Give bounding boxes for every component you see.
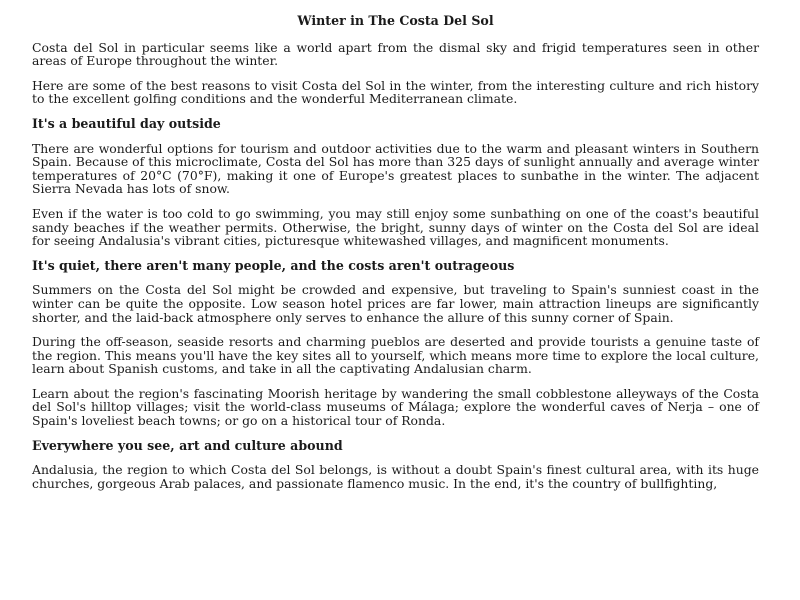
paragraph-andalusia: Andalusia, the region to which Costa del Sol belongs, is without a doubt Spain's finest cultural area, with its huge churches, gorgeous Arab palaces, and passionate flamenco music. In the end, it's the country of bullfighting, — [32, 462, 759, 491]
paragraph-climate: There are wonderful options for tourism and outdoor activities due to the warm and pleasant winters in Southern Spain. Because of this microclimate, Costa del Sol has more than 325 days of sunlight annually and average winter temperatures of 20°C (70°F), making it one of Europe's greatest places to sunbathe in the winter. The adjacent Sierra Nevada has lots of snow. — [32, 140, 759, 197]
paragraph-summers: Summers on the Costa del Sol might be crowded and expensive, but traveling to Spain's sunniest coast in the winter can be quite the opposite. Low season hotel prices are far lower, main attraction lineups are significantly shorter, and the laid-back atmosphere only serves to enhance the allure of this sunny corner of Spain. — [32, 282, 759, 325]
document-page — [32, 14, 759, 501]
paragraph-intro: Costa del Sol in particular seems like a world apart from the dismal sky and frigid temperatures seen in other areas of Europe throughout the winter. — [32, 39, 759, 69]
document-title: Winter in The Costa Del Sol — [297, 13, 494, 28]
paragraph-reasons: Here are some of the best reasons to visit Costa del Sol in the winter, from the interesting culture and rich history to the excellent golfing conditions and the wonderful Mediterranean climate. — [32, 77, 759, 107]
paragraph-off-season: During the off-season, seaside resorts and charming pueblos are deserted and provide tourists a genuine taste of the region. This means you'll have the key sites all to yourself, which means more time to explore the local culture, learn about Spanish customs, and take in all the captivating Andalusian charm. — [32, 334, 759, 377]
paragraph-sunbathing: Even if the water is too cold to go swimming, you may still enjoy some sunbathing on one of the coast's beautiful sandy beaches if the weather permits. Otherwise, the bright, sunny days of winter on the Costa del Sol are ideal for seeing Andalusia's vibrant cities, picturesque whitewashed villages, and magnificent monuments. — [32, 205, 759, 249]
heading-quiet: It's quiet, there aren't many people, and the costs aren't outrageous — [32, 257, 515, 273]
paragraph-moorish-heritage: Learn about the region's fascinating Moorish heritage by wandering the small cobblestone alleyways of the Costa del Sol's hilltop villages; visit the world-class museums of Málaga; explore the wonderful caves of Nerja – one of Spain's loveliest beach towns; or go on a historical tour of Ronda. — [32, 385, 759, 429]
heading-beautiful-day: It's a beautiful day outside — [32, 115, 221, 131]
heading-art-culture: Everywhere you see, art and culture abound — [32, 437, 343, 453]
